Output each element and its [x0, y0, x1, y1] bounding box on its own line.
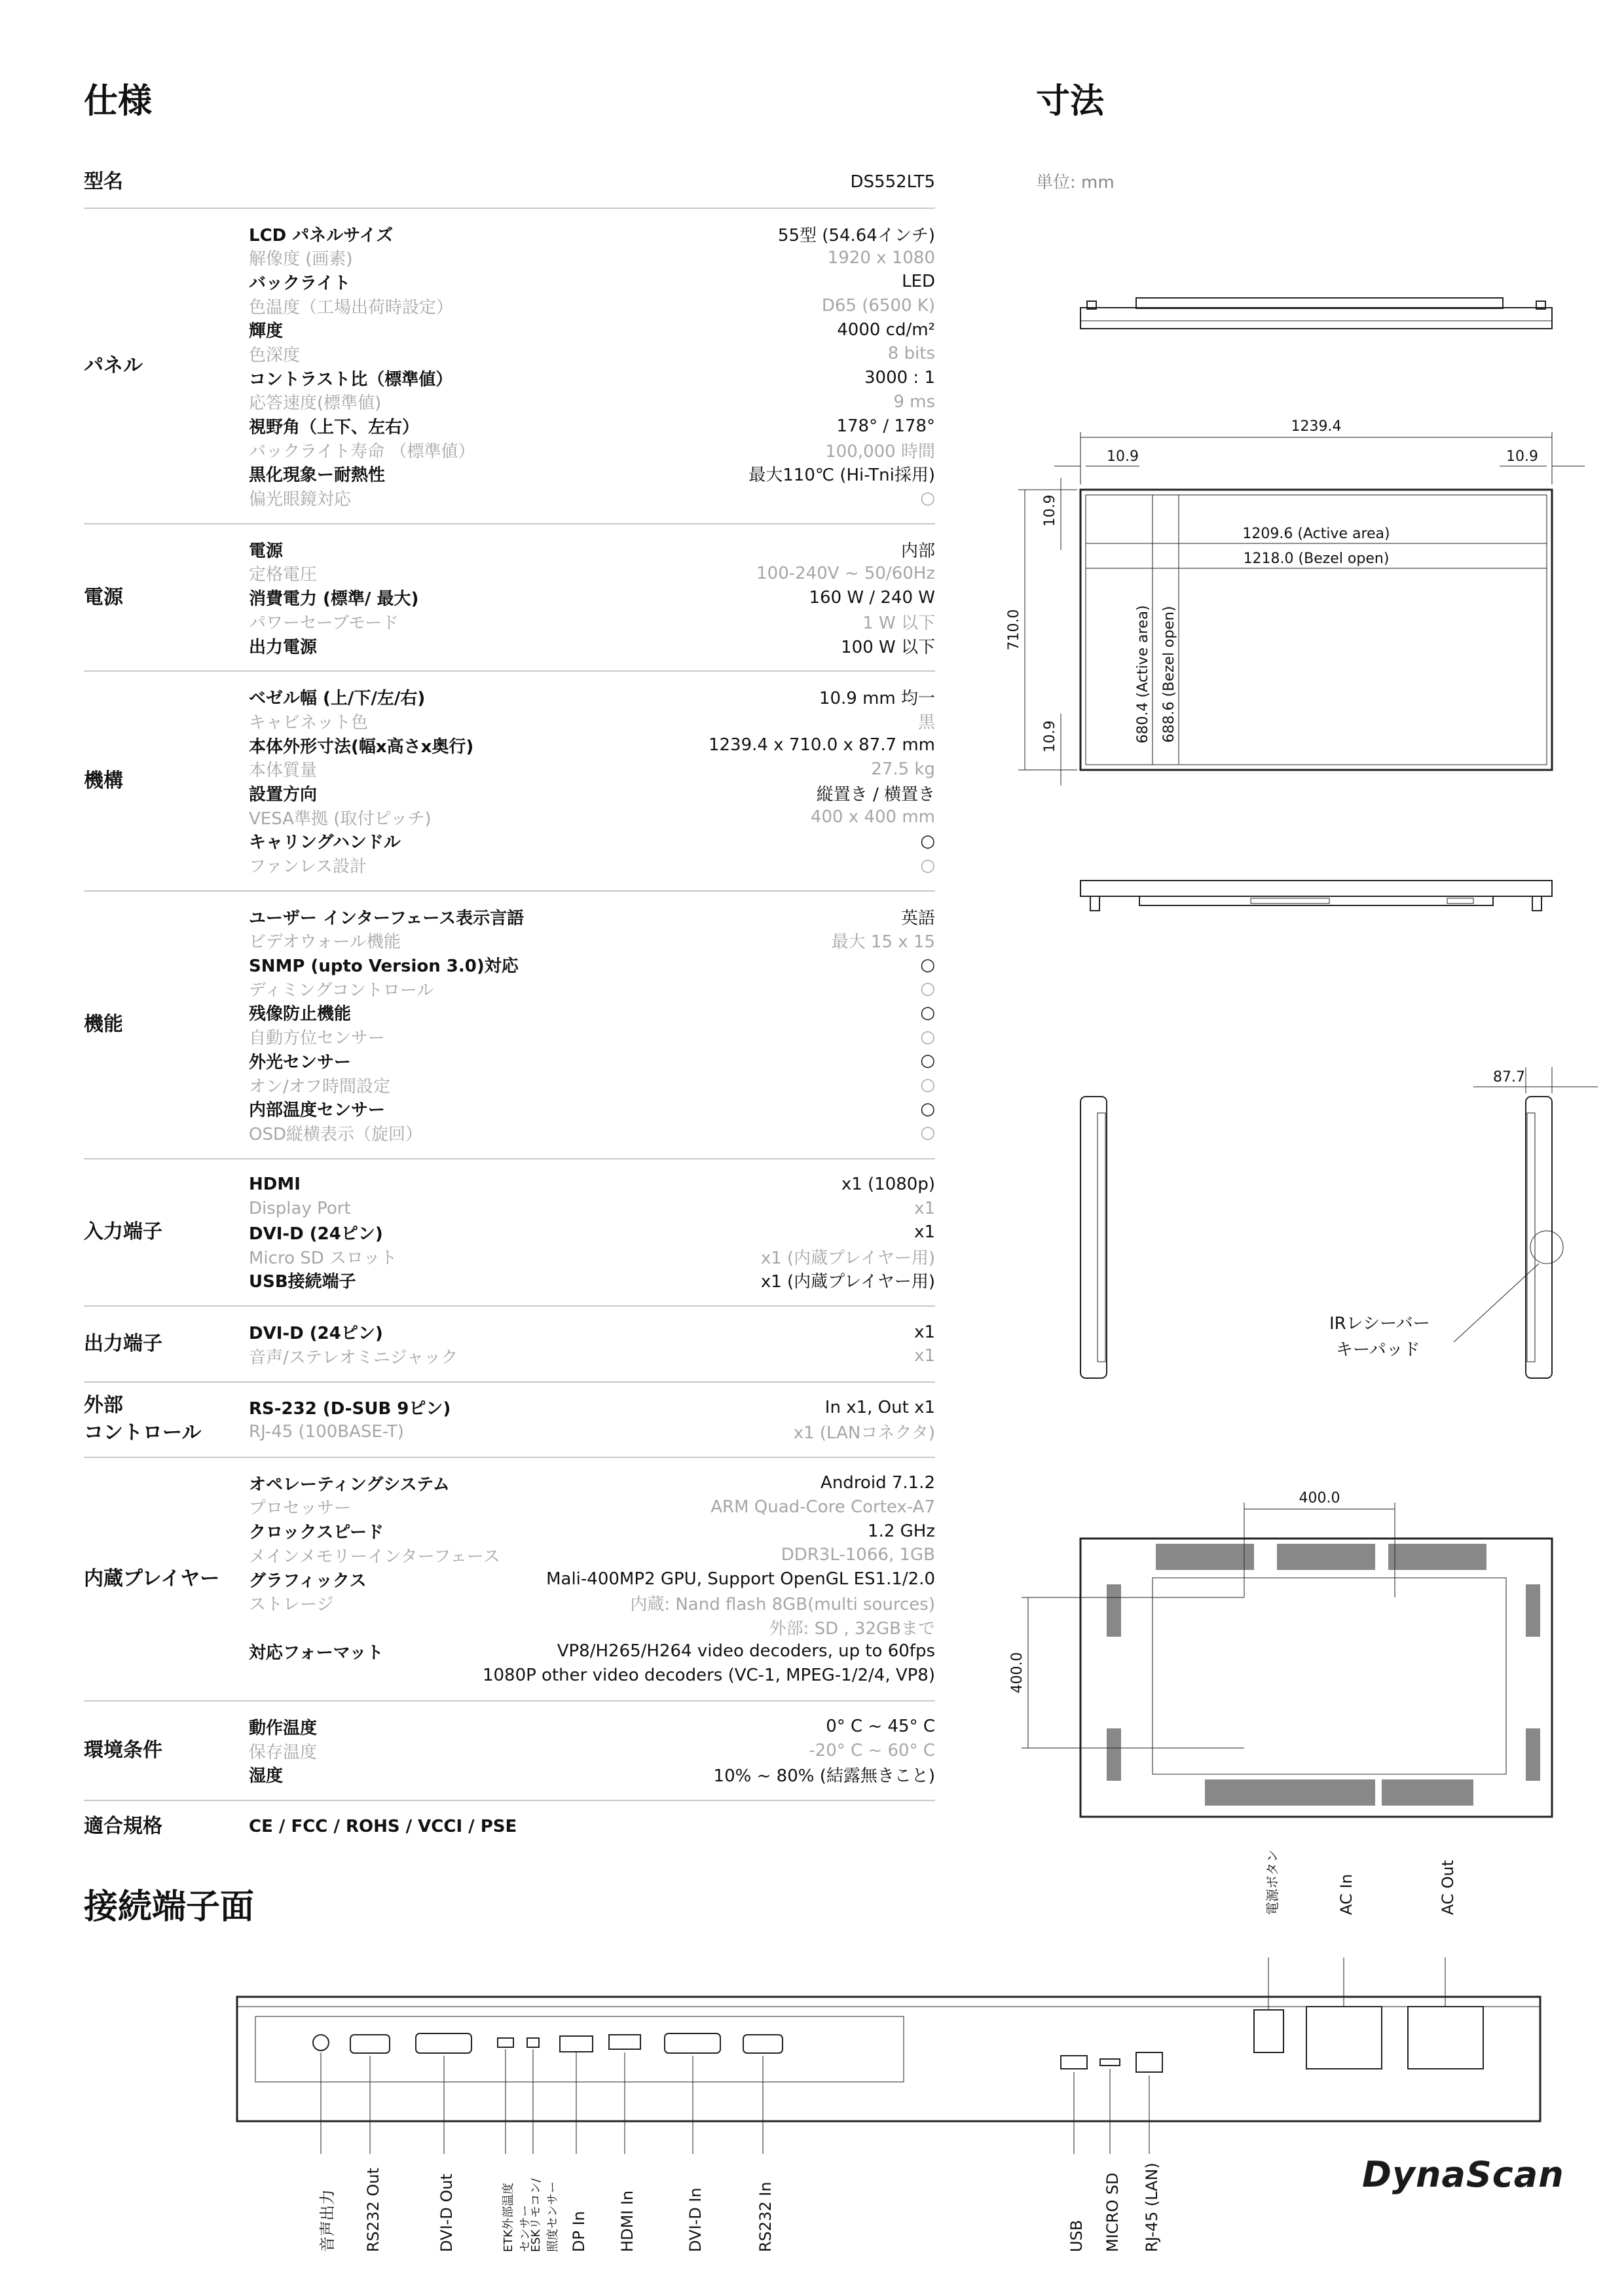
dim-depth: 87.7 [1493, 1069, 1525, 1085]
spec-value: 内蔵: Nand flash 8GB(multi sources) [630, 1595, 935, 1615]
dim-height: 710.0 [1006, 609, 1022, 651]
port-label-bottom: 音声出力 [318, 2189, 337, 2252]
spec-key: 保存温度 [249, 1742, 318, 1762]
port-leader-lines [321, 1958, 1445, 2154]
rear-view [1022, 1503, 1552, 1817]
spec-value: x1 [914, 1222, 935, 1243]
port-label-bottom: HDMI In [618, 2190, 637, 2252]
spec-value: 最大110℃ (Hi-Tni採用) [748, 465, 935, 486]
dim-bezel-open-height: 688.6 (Bezel open) [1161, 606, 1177, 743]
spec-value: 1920 x 1080 [827, 247, 935, 268]
connector-panel [0, 1958, 1624, 2285]
spec-value: ○ [920, 855, 935, 875]
spec-key: SNMP (upto Version 3.0)対応 [249, 957, 519, 977]
dim-active-height: 680.4 (Active area) [1135, 605, 1151, 744]
spec-value: 10.9 mm 均一 [819, 689, 935, 709]
dimensions-heading: 寸法 [1036, 82, 1105, 121]
spec-value: 400 x 400 mm [810, 807, 935, 828]
spec-key: ストレージ [249, 1595, 334, 1615]
spec-value: VP8/H265/H264 video decoders, up to 60fps [557, 1641, 935, 1662]
port-label-bottom: RS232 Out [364, 2168, 382, 2252]
spec-value: 内部 [900, 541, 935, 561]
spec-value: LED [902, 272, 935, 292]
spec-value: 100 W 以下 [841, 637, 935, 657]
side-view-right [1454, 1067, 1598, 1378]
spec-key: DVI-D (24ピン) [249, 1324, 383, 1344]
spec-group-label: 入力端子 [84, 1220, 162, 1244]
spec-value: 4000 cd/m² [837, 319, 935, 340]
spec-value: 最大 15 x 15 [831, 932, 935, 953]
port-label-top: AC In [1337, 1874, 1356, 1915]
spec-value: 外部: SD , 32GBまで [769, 1618, 935, 1639]
spec-key: 残像防止機能 [249, 1004, 352, 1025]
spec-value: x1 [914, 1346, 935, 1366]
spec-value: ○ [920, 1027, 935, 1047]
spec-value: ○ [920, 1075, 935, 1095]
dim-bezel-bottom: 10.9 [1042, 720, 1058, 753]
bottom-view [1080, 881, 1552, 911]
spec-value: 1080P other video decoders (VC-1, MPEG-1/2/4, VP8) [482, 1665, 935, 1685]
spec-key: ディミングコントロール [249, 980, 434, 1000]
port-label-bottom: MICRO SD [1103, 2172, 1122, 2252]
spec-key: 偏光眼鏡対応 [249, 490, 352, 510]
spec-key: 消費電力 (標準/ 最大) [249, 589, 419, 610]
spec-value: ARM Quad-Core Cortex-A7 [710, 1497, 935, 1517]
spec-key: 応答速度(標準値) [249, 393, 382, 414]
spec-value: 27.5 kg [871, 759, 935, 779]
port-label-bottom: ESKリモコン/ 照度センサー [529, 2178, 560, 2252]
spec-key: グラフィックス [249, 1571, 367, 1591]
dim-bezel-left: 10.9 [1107, 448, 1139, 465]
spec-group-label: 外部 コントロール [84, 1394, 202, 1445]
spec-group-label: 環境条件 [84, 1739, 162, 1762]
port-label-bottom: DVI-D Out [437, 2174, 456, 2252]
spec-value: ○ [920, 831, 935, 851]
spec-key: 湿度 [249, 1766, 284, 1787]
unit-label: 単位: mm [1036, 173, 1115, 192]
spec-key: RS-232 (D-SUB 9ピン) [249, 1399, 451, 1419]
spec-key: メインメモリーインターフェース [249, 1546, 500, 1567]
spec-key: OSD縦横表示（旋回） [249, 1124, 422, 1144]
spec-key: RJ-45 (100BASE-T) [249, 1421, 404, 1442]
spec-value: 3000 : 1 [864, 368, 935, 388]
spec-value: x1 (1080p) [841, 1175, 935, 1195]
spec-key: コントラスト比（標準値） [249, 369, 453, 390]
spec-key: 内部温度センサー [249, 1101, 386, 1121]
spec-group-label: 電源 [84, 585, 123, 609]
spec-value: 55型 (54.64インチ) [777, 225, 935, 246]
port-label-bottom: DP In [570, 2211, 588, 2252]
spec-group-label: パネル [84, 354, 143, 377]
spec-key: 本体外形寸法(幅x高さx奥行) [249, 737, 474, 757]
spec-group-label: 型名 [84, 170, 123, 194]
spec-heading: 仕様 [84, 82, 153, 121]
spec-key: 対応フォーマット [249, 1643, 384, 1663]
spec-group-label: 機構 [84, 769, 123, 793]
spec-key: 解像度 (画素) [249, 249, 353, 270]
spec-key: 自動方位センサー [249, 1029, 386, 1049]
spec-key: 視野角（上下、左右） [249, 418, 420, 438]
port-label-bottom: RS232 In [756, 2181, 775, 2252]
ir-label-line1: IRレシーバー [1329, 1314, 1430, 1334]
spec-value: In x1, Out x1 [824, 1397, 935, 1417]
spec-key: ビデオウォール機能 [249, 932, 401, 953]
spec-key: VESA準拠 (取付ピッチ) [249, 809, 432, 829]
spec-value: 縦置き / 横置き [816, 784, 935, 805]
spec-value: DS552LT5 [850, 172, 935, 192]
spec-key: 電源 [249, 541, 284, 561]
spec-value: 8 bits [887, 344, 935, 364]
connectors-heading: 接続端子面 [84, 1887, 255, 1927]
spec-group-label: 出力端子 [84, 1332, 162, 1355]
spec-value: ○ [920, 955, 935, 975]
spec-key: 色温度（工場出荷時設定） [249, 297, 454, 318]
spec-key: ベゼル幅 (上/下/左/右) [249, 689, 426, 709]
dynascan-logo: DynaScan [1362, 2154, 1564, 2195]
spec-key: オペレーティングシステム [249, 1474, 450, 1495]
port-label-bottom: DVI-D In [686, 2187, 705, 2252]
side-view-left [1080, 1097, 1107, 1378]
spec-value: DDR3L-1066, 1GB [781, 1545, 935, 1565]
spec-key: 動作温度 [249, 1718, 318, 1738]
spec-key: Display Port [249, 1198, 351, 1218]
spec-key: USB接続端子 [249, 1272, 356, 1292]
spec-value: 1 W 以下 [862, 613, 935, 633]
dim-bezel-open-width: 1218.0 (Bezel open) [1243, 551, 1390, 567]
spec-value: ○ [920, 1051, 935, 1071]
spec-key: クロックスピード [249, 1523, 384, 1543]
spec-key: ユーザー インターフェース表示言語 [249, 908, 525, 928]
dim-vesa-height: 400.0 [1009, 1652, 1025, 1694]
spec-key: 本体質量 [249, 761, 318, 781]
top-view [1080, 298, 1552, 329]
port-label-bottom: ETK外部温度 センサー [502, 2182, 532, 2252]
dim-width: 1239.4 [1291, 418, 1342, 435]
spec-group-label: 内蔵プレイヤー [84, 1567, 220, 1591]
spec-value: Mali-400MP2 GPU, Support OpenGL ES1.1/2.0 [546, 1569, 935, 1590]
spec-key: 外光センサー [249, 1052, 352, 1072]
spec-key: バックライト寿命 （標準値） [249, 441, 475, 462]
spec-value: 178° / 178° [836, 416, 935, 436]
dim-bezel-right: 10.9 [1506, 448, 1538, 465]
spec-value: 1239.4 x 710.0 x 87.7 mm [708, 735, 935, 756]
port-label-top: AC Out [1439, 1860, 1457, 1915]
spec-key: Micro SD スロット [249, 1248, 397, 1268]
spec-value: ○ [920, 1123, 935, 1143]
spec-key: DVI-D (24ピン) [249, 1224, 383, 1244]
spec-value: ○ [920, 979, 935, 999]
spec-value: 0° C ~ 45° C [826, 1717, 935, 1737]
spec-key: 設置方向 [249, 784, 318, 805]
front-view [1018, 432, 1585, 786]
spec-value: ○ [920, 1099, 935, 1119]
spec-group-label: 適合規格 [84, 1814, 162, 1838]
spec-value: Android 7.1.2 [821, 1473, 935, 1493]
spec-value: 100,000 時間 [825, 441, 935, 462]
spec-value: D65 (6500 K) [821, 296, 935, 316]
spec-value: x1 (内蔵プレイヤー用) [760, 1248, 935, 1268]
port-label-bottom: RJ-45 (LAN) [1143, 2162, 1161, 2252]
spec-value: x1 [914, 1198, 935, 1218]
spec-value: 10% ~ 80% (結露無きこと) [713, 1766, 935, 1787]
spec-key: 定格電圧 [249, 565, 318, 585]
spec-key: ファンレス設計 [249, 857, 367, 877]
spec-value: x1 (内蔵プレイヤー用) [760, 1272, 935, 1292]
spec-value: 9 ms [893, 392, 935, 412]
spec-value: x1 [914, 1322, 935, 1342]
spec-key: パワーセーブモード [249, 613, 399, 633]
dim-active-width: 1209.6 (Active area) [1242, 526, 1390, 542]
spec-value: -20° C ~ 60° C [809, 1741, 935, 1761]
port-label-top: 電源ボタン [1264, 1850, 1280, 1915]
spec-key: CE / FCC / ROHS / VCCI / PSE [249, 1816, 517, 1836]
spec-key: 色深度 [249, 345, 301, 365]
spec-value: 100-240V ~ 50/60Hz [756, 563, 935, 583]
spec-value: x1 (LANコネクタ) [793, 1423, 935, 1444]
dim-vesa-width: 400.0 [1299, 1490, 1340, 1506]
dim-bezel-top: 10.9 [1042, 494, 1058, 527]
port-label-bottom: USB [1067, 2219, 1086, 2252]
spec-value: ○ [920, 1002, 935, 1023]
spec-value: 英語 [900, 908, 935, 928]
spec-key: HDMI [249, 1175, 301, 1195]
spec-group-label: 機能 [84, 1013, 123, 1036]
spec-key: LCD パネルサイズ [249, 225, 394, 246]
spec-value: 160 W / 240 W [809, 587, 935, 608]
spec-key: 輝度 [249, 321, 284, 342]
spec-key: 黒化現象ー耐熱性 [249, 465, 386, 486]
spec-value: ○ [920, 488, 935, 508]
spec-key: 音声/ステレオミニジャック [249, 1347, 458, 1368]
spec-key: プロセッサー [249, 1499, 352, 1519]
spec-key: 出力電源 [249, 637, 318, 657]
spec-key: バックライト [249, 273, 351, 293]
spec-value: 黒 [917, 712, 935, 733]
ir-label-line2: キーパッド [1336, 1340, 1420, 1360]
spec-value: 1.2 GHz [868, 1521, 935, 1541]
spec-key: キャビネット色 [249, 712, 369, 733]
spec-key: キャリングハンドル [249, 833, 401, 853]
spec-key: オン/オフ時間設定 [249, 1076, 390, 1097]
